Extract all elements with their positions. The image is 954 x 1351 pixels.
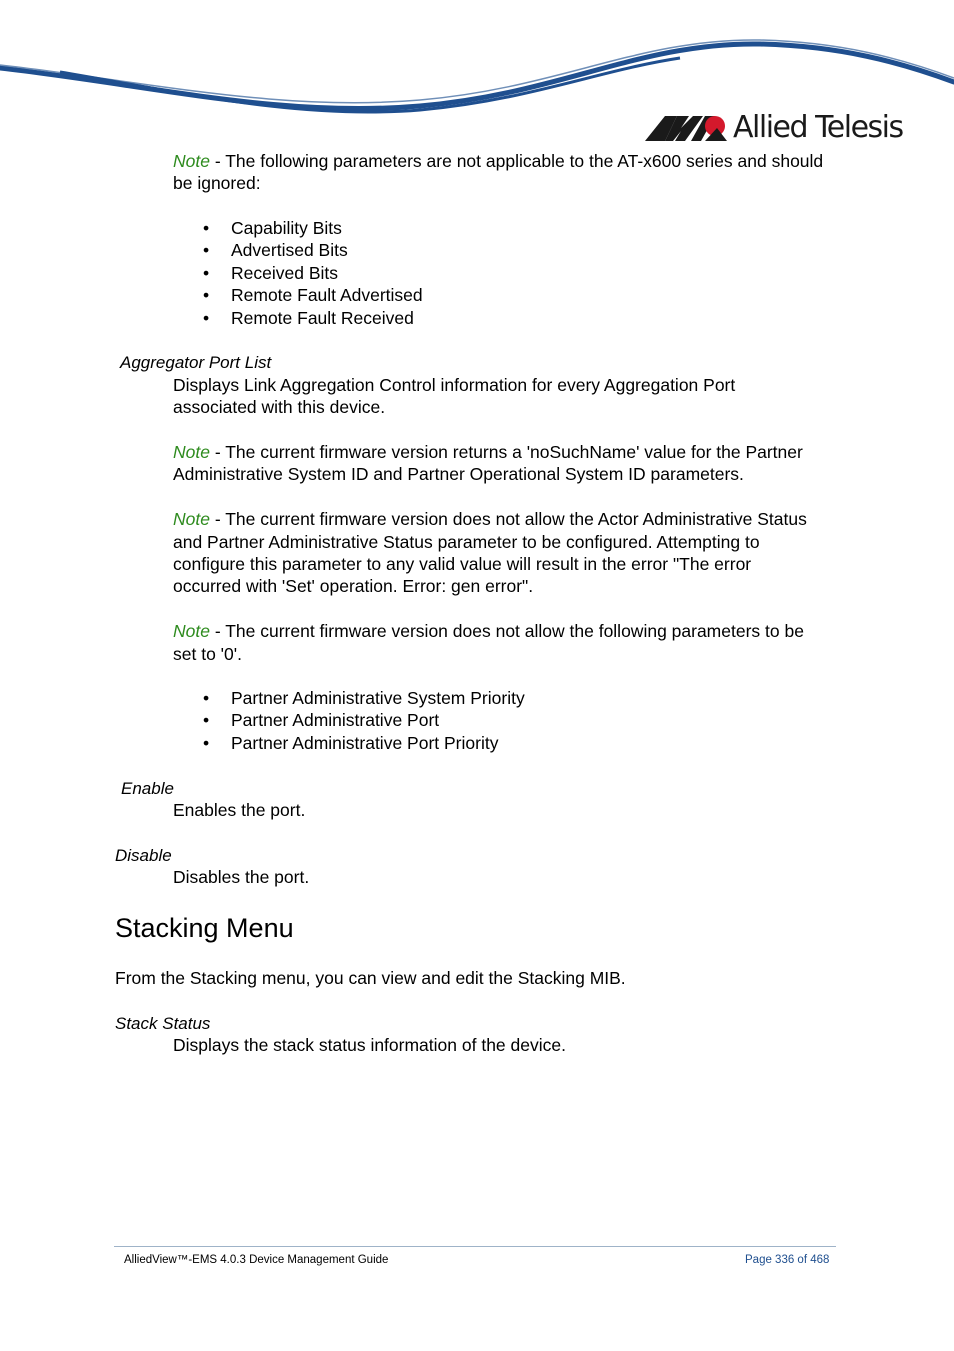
note-4-text: - The current firmware version does not allow the following parameters to be <box>209 621 804 641</box>
footer-document-title: AlliedView™-EMS 4.0.3 Device Management Guide <box>124 1254 389 1266</box>
note-3-text: - The current firmware version does not allow the Actor Administrative Status <box>209 509 807 529</box>
list-item: • Capability Bits <box>200 217 423 239</box>
note-3-line-3: configure this parameter to any valid value will result in the error "The error <box>173 554 752 574</box>
note-2-text: - The current firmware version returns a 'noSuchName' value for the Partner <box>209 442 803 462</box>
list-item: • Partner Administrative Port <box>200 709 525 731</box>
list-item: • Partner Administrative System Priority <box>200 687 525 709</box>
term-aggregator-port-list: Aggregator Port List <box>120 353 272 372</box>
note-3-line-2: and Partner Administrative Status parameter to be configured. Attempting to <box>173 532 760 552</box>
aggregator-desc-line-2: associated with this device. <box>173 397 386 417</box>
term-enable: Enable <box>121 779 174 798</box>
footer-divider <box>114 1246 836 1247</box>
list-item: • Partner Administrative Port Priority <box>200 732 525 754</box>
note-3-label: Note <box>173 509 210 529</box>
term-disable: Disable <box>115 846 172 865</box>
list-item: • Advertised Bits <box>200 239 423 261</box>
note-1-line-2: be ignored: <box>173 173 261 193</box>
list-item: • Remote Fault Advertised <box>200 284 423 306</box>
enable-desc: Enables the port. <box>173 800 306 820</box>
note-4-label: Note <box>173 621 210 641</box>
note-4-line-2: set to '0'. <box>173 644 242 664</box>
note-4-line-1 <box>173 620 804 642</box>
list-item: • Remote Fault Received <box>200 307 423 329</box>
note-2-line-1 <box>173 441 803 463</box>
allied-telesis-logo <box>645 110 903 146</box>
disable-desc: Disables the port. <box>173 867 310 887</box>
stacking-intro: From the Stacking menu, you can view and edit the Stacking MIB. <box>115 968 626 988</box>
zero-restricted-parameter-list <box>200 687 525 754</box>
note-2-label: Note <box>173 442 210 462</box>
aggregator-desc-line-1: Displays Link Aggregation Control information for every Aggregation Port <box>173 375 736 395</box>
not-applicable-parameter-list <box>200 217 423 329</box>
note-1-text: - The following parameters are not applicable to the AT-x600 series and should <box>209 151 824 171</box>
note-1-line-1 <box>173 150 823 172</box>
note-1-label: Note <box>173 151 210 171</box>
stack-status-desc: Displays the stack status information of the device. <box>173 1035 566 1055</box>
note-2-line-2: Administrative System ID and Partner Operational System ID parameters. <box>173 464 744 484</box>
note-3-line-4: occurred with 'Set' operation. Error: gen error". <box>173 576 534 596</box>
term-stack-status: Stack Status <box>115 1014 211 1033</box>
footer-page-number: Page 336 of 468 <box>745 1254 830 1266</box>
allied-telesis-logo-mark <box>645 114 727 142</box>
note-3-line-1 <box>173 508 807 530</box>
logo-wordmark: Allied Telesis <box>733 110 903 145</box>
section-heading-stacking-menu: Stacking Menu <box>115 913 294 943</box>
list-item: • Received Bits <box>200 262 423 284</box>
